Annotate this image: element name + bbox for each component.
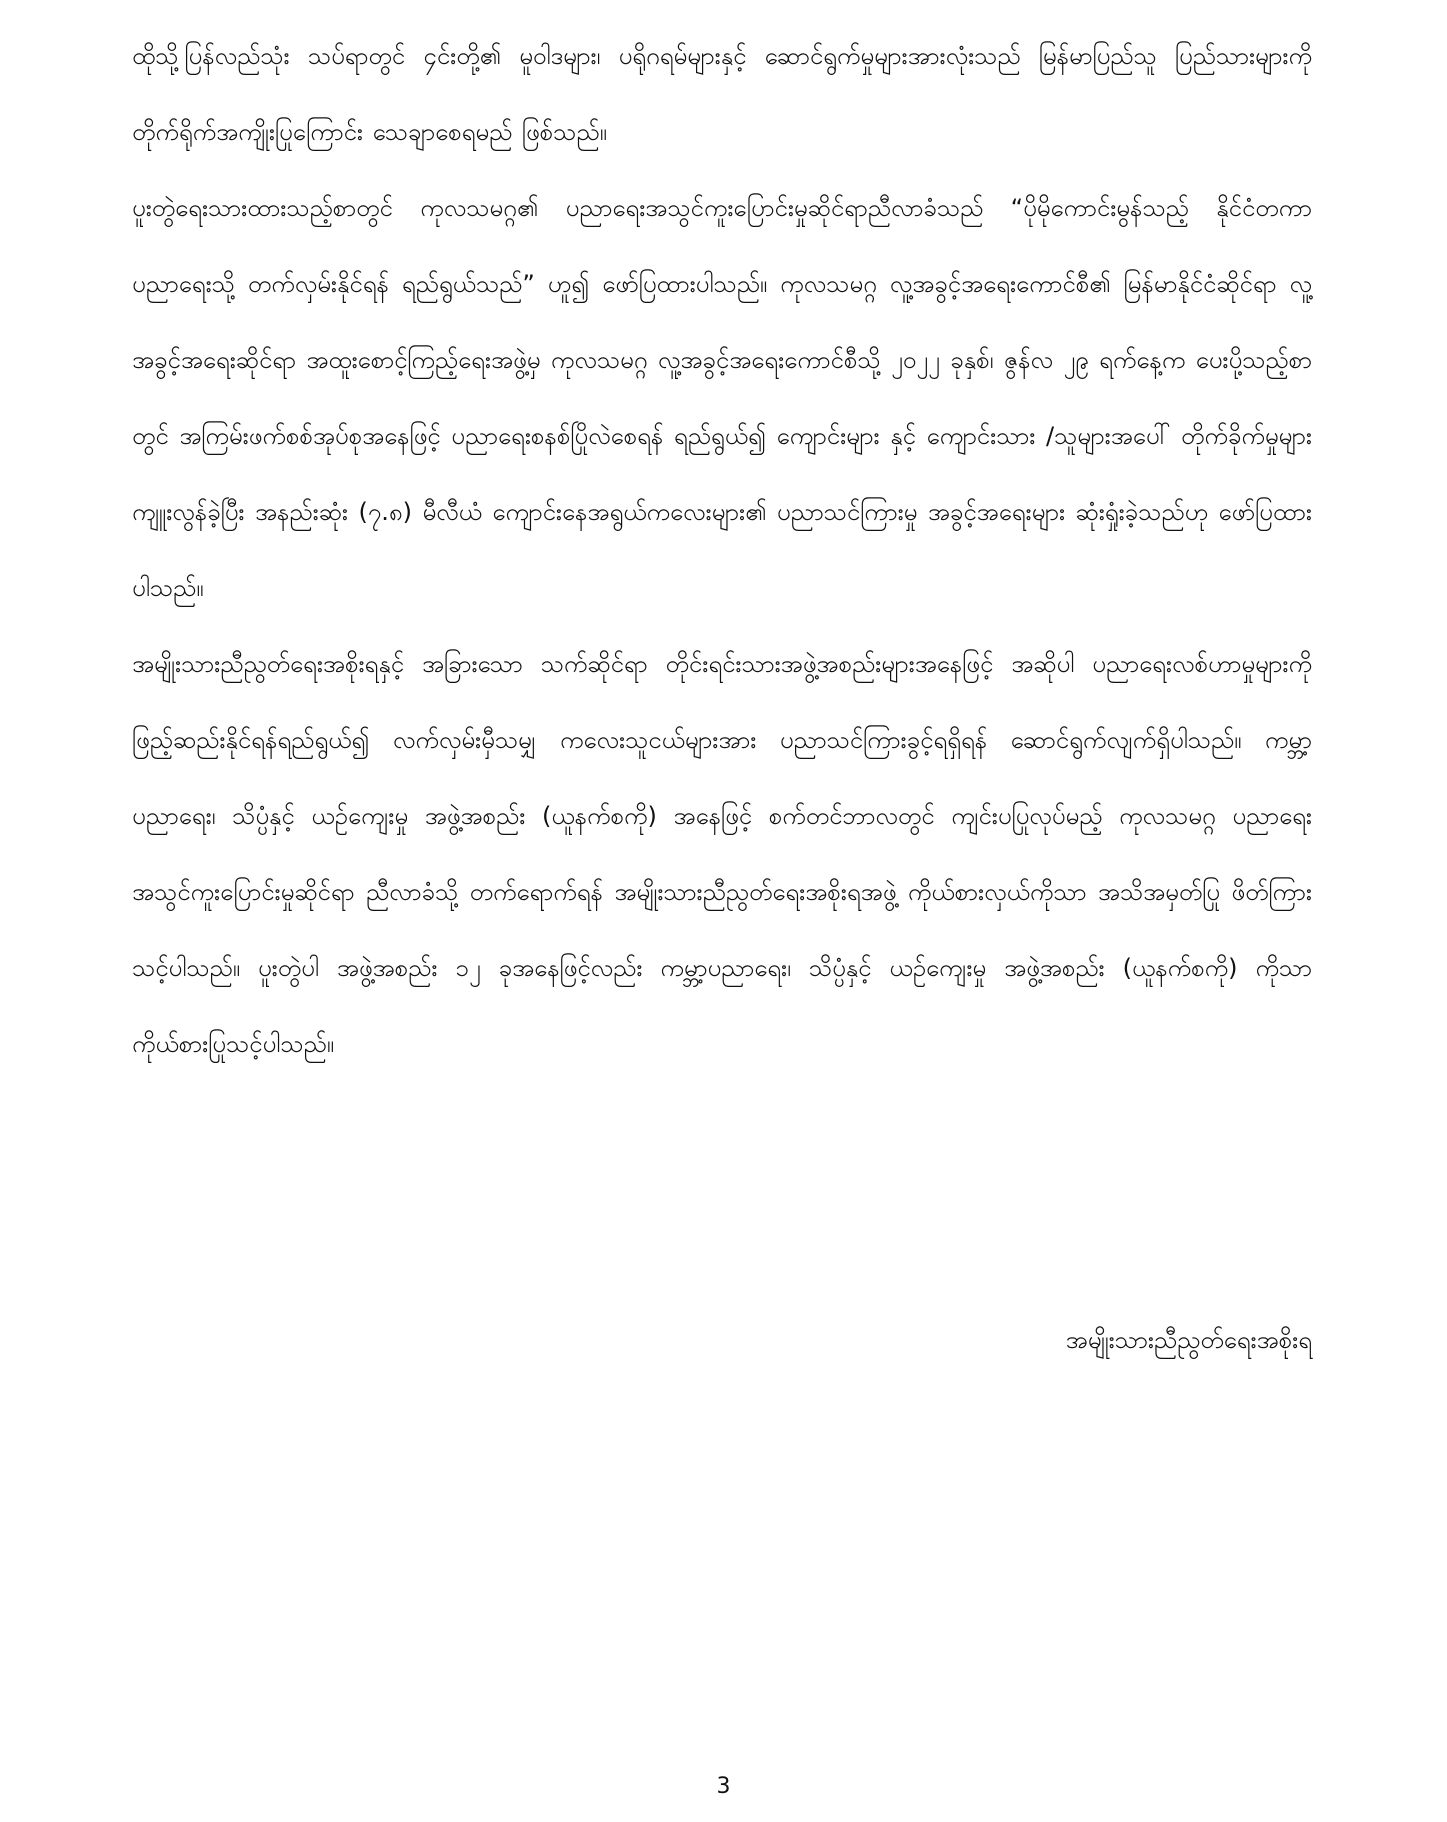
- page-number: 3: [716, 1774, 731, 1799]
- paragraph-3: အမျိုးသားညီညွတ်ရေးအစိုးရနှင့် အခြားသော သက်ဆိုင်ရာ တိုင်းရင်းသားအဖွဲ့အစည်းများအနေဖြင့် အဆိုပါ ပညာရေးလစ်ဟာမှုများကို ဖြည့်ဆည်းနိုင်ရန်ရည်ရွယ်၍ လက်လှမ်းမှီသမျှ ကလေးသူငယ်များအား ပညာသင်ကြားခွင့်ရရှိရန် ဆောင်ရွက်လျက်ရှိပါသည်။ ကမ္ဘာ့ပညာရေး၊ သိပ္ပံနှင့် ယဉ်ကျေးမှု အဖွဲ့အစည်း (ယူနက်စကို) အနေဖြင့် စက်တင်ဘာလတွင် ကျင်းပပြုလုပ်မည့် ကုလသမဂ္ဂ ပညာရေး အသွင်ကူးပြောင်းမှုဆိုင်ရာ ညီလာခံသို့ တက်ရောက်ရန် အမျိုးသားညီညွတ်ရေးအစိုးရအဖွဲ့ ကိုယ်စားလှယ်ကိုသာ အသိအမှတ်ပြု ဖိတ်ကြားသင့်ပါသည်။ ပူးတွဲပါ အဖွဲ့အစည်း ၁၂ ခုအနေဖြင့်လည်း ကမ္ဘာ့ပညာရေး၊ သိပ္ပံနှင့် ယဉ်ကျေးမှု အဖွဲ့အစည်း (ယူနက်စကို) ကိုသာ ကိုယ်စားပြုသင့်ပါသည်။: [132, 650, 1312, 1058]
- paragraph-2: ပူးတွဲရေးသားထားသည့်စာတွင် ကုလသမဂ္ဂ၏ ပညာရေးအသွင်ကူးပြောင်းမှုဆိုင်ရာညီလာခံသည် “ပိုမိုကောင်းမွန်သည့် နိုင်ငံတကာပညာရေးသို့ တက်လှမ်းနိုင်ရန် ရည်ရွယ်သည်” ဟူ၍ ဖော်ပြထားပါသည်။ ကုလသမဂ္ဂ လူ့အခွင့်အရေးကောင်စီ၏ မြန်မာနိုင်ငံဆိုင်ရာ လူ့အခွင့်အရေးဆိုင်ရာ အထူးစောင့်ကြည့်ရေးအဖွဲ့မှ ကုလသမဂ္ဂ လူ့အခွင့်အရေးကောင်စီသို့ ၂၀၂၂ ခုနှစ်၊ ဇွန်လ ၂၉ ရက်နေ့က ပေးပို့သည့်စာတွင် အကြမ်းဖက်စစ်အုပ်စုအနေဖြင့် ပညာရေးစနစ်ပြိုလဲစေရန် ရည်ရွယ်၍ ကျောင်းများ နှင့် ကျောင်းသား /သူများအပေါ် တိုက်ခိုက်မှုများ ကျူးလွန်ခဲ့ပြီး အနည်းဆုံး (၇.၈) မီလီယံ ကျောင်းနေအရွယ်ကလေးများ၏ ပညာသင်ကြားမှု အခွင့်အရေးများ ဆုံးရှုံးခဲ့သည်ဟု ဖော်ပြထားပါသည်။: [132, 194, 1312, 602]
- signature: အမျိုးသားညီညွတ်ရေးအစိုးရ: [1065, 1326, 1312, 1354]
- document-body: [132, 18, 1312, 1082]
- paragraph-1: ထိုသို့ပြန်လည်သုံး သပ်ရာတွင် ၄င်းတို့၏ မူဝါဒများ၊ ပရိုဂရမ်များနှင့် ဆောင်ရွက်မှုများအားလုံးသည် မြန်မာပြည်သူ ပြည်သားများကို တိုက်ရိုက်အကျိုးပြုကြောင်း သေချာစေရမည် ဖြစ်သည်။: [132, 42, 1312, 146]
